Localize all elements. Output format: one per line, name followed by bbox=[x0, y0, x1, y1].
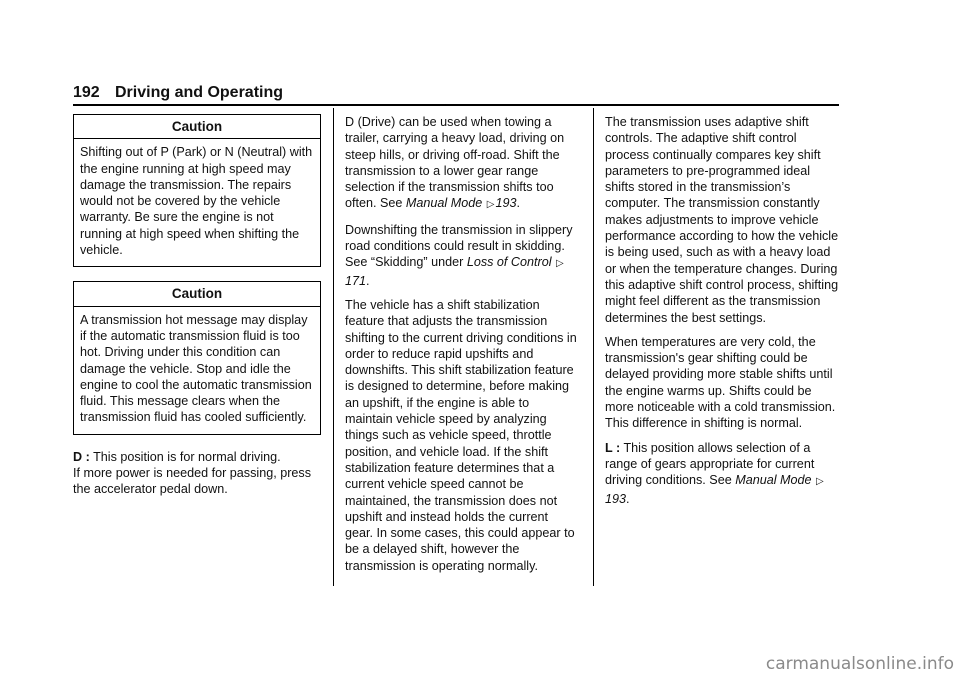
caution-text: Shifting out of P (Park) or N (Neutral) with the engine running at high speed may damage the transmission. The repairs would not be covered by the vehicle warranty. Be sure the engine is not running at high speed when shifting the vehicle. bbox=[80, 145, 313, 258]
header-rule bbox=[73, 104, 839, 106]
paragraph: The vehicle has a shift stabilization feature that adjusts the transmission shifting to the current driving conditions in order to reduce rapid upshifts and downshifts. This shift stabilization feature is designed to determine, before making an upshift, if the engine is able to maintain vehicle speed by analyzing things such as vehicle speed, throttle position, and vehicle load. If the shift stabilization feature determines that a current vehicle speed cannot be maintained, the transmission does not upshift and instead holds the current gear. In some cases, this could appear to be a delayed shift, however the transmission is operating normally. bbox=[345, 297, 577, 573]
d-label: D : bbox=[73, 449, 90, 464]
cross-reference-link[interactable]: Manual Mode bbox=[405, 196, 483, 211]
paragraph bbox=[345, 114, 577, 214]
punctuation: . bbox=[366, 273, 370, 288]
paragraph: The transmission uses adaptive shift controls. The adaptive shift control process continually compares key shift parameters to pre-programmed ideal shifts stored in the transmission’s computer. The transmission constantly makes adjustments to improve vehicle performance according to how the vehicle is being used, such as with a heavy load or when the temperature changes. During this adaptive shift control process, shifting might feel different as the transmission determines the best settings. bbox=[605, 115, 839, 325]
caution-title: Caution bbox=[74, 115, 320, 139]
page-ref-arrow-icon: ▷ bbox=[816, 476, 824, 488]
page-reference[interactable]: 171 bbox=[345, 273, 367, 288]
paragraph: When temperatures are very cold, the transmission's gear shifting could be delayed providing more stable shifts until the engine warms up. Shifts could be more noticeable with a cold transmission. This difference in shifting is normal. bbox=[605, 334, 836, 431]
watermark: carmanualsonline.info bbox=[765, 654, 954, 674]
paragraph-text: This position allows selection of a range of gears appropriate for current driving conditions. See bbox=[605, 440, 815, 488]
page-reference[interactable]: 193 bbox=[605, 491, 627, 506]
page-ref-arrow-icon: ▷ bbox=[486, 199, 495, 211]
column-3 bbox=[605, 114, 840, 515]
column-2 bbox=[345, 114, 577, 582]
page-number: 192 bbox=[73, 84, 100, 101]
section-title: Driving and Operating bbox=[115, 84, 284, 101]
caution-box bbox=[73, 281, 321, 434]
caution-box bbox=[73, 114, 321, 267]
d-text: This position is for normal driving. bbox=[89, 449, 281, 464]
caution-title: Caution bbox=[74, 282, 320, 306]
caution-text: A transmission hot message may display if the automatic transmission fluid is too hot. Driving under this condition can damage the vehicle. Stop and idle the engine to cool the automatic transmission fluid. This message clears when the transmission fluid has cooled sufficiently. bbox=[80, 312, 312, 425]
page-ref-arrow-icon: ▷ bbox=[556, 258, 564, 270]
cross-reference-link[interactable]: Loss of Control bbox=[466, 255, 552, 270]
column-divider bbox=[593, 108, 594, 586]
column-divider bbox=[333, 108, 334, 586]
low-paragraph bbox=[605, 440, 840, 507]
column-1 bbox=[73, 114, 321, 498]
punctuation: . bbox=[626, 491, 630, 506]
page-reference[interactable]: 193 bbox=[495, 196, 517, 211]
paragraph-text: D (Drive) can be used when towing a trailer, carrying a heavy load, driving on steep hills, or driving off-road. Shift the transmission to a lower gear range selection if the transmission shifts too often. See bbox=[345, 115, 565, 211]
l-label: L : bbox=[605, 440, 621, 455]
drive-paragraph bbox=[73, 449, 321, 465]
drive-paragraph-2: If more power is needed for passing, press the accelerator pedal down. bbox=[73, 466, 312, 497]
paragraph bbox=[345, 222, 577, 289]
paragraph-text: Downshifting the transmission in slippery road conditions could result in skidding. See “Skidding” under bbox=[345, 222, 573, 270]
page-header bbox=[73, 84, 839, 104]
punctuation: . bbox=[516, 196, 520, 211]
cross-reference-link[interactable]: Manual Mode bbox=[735, 473, 812, 488]
